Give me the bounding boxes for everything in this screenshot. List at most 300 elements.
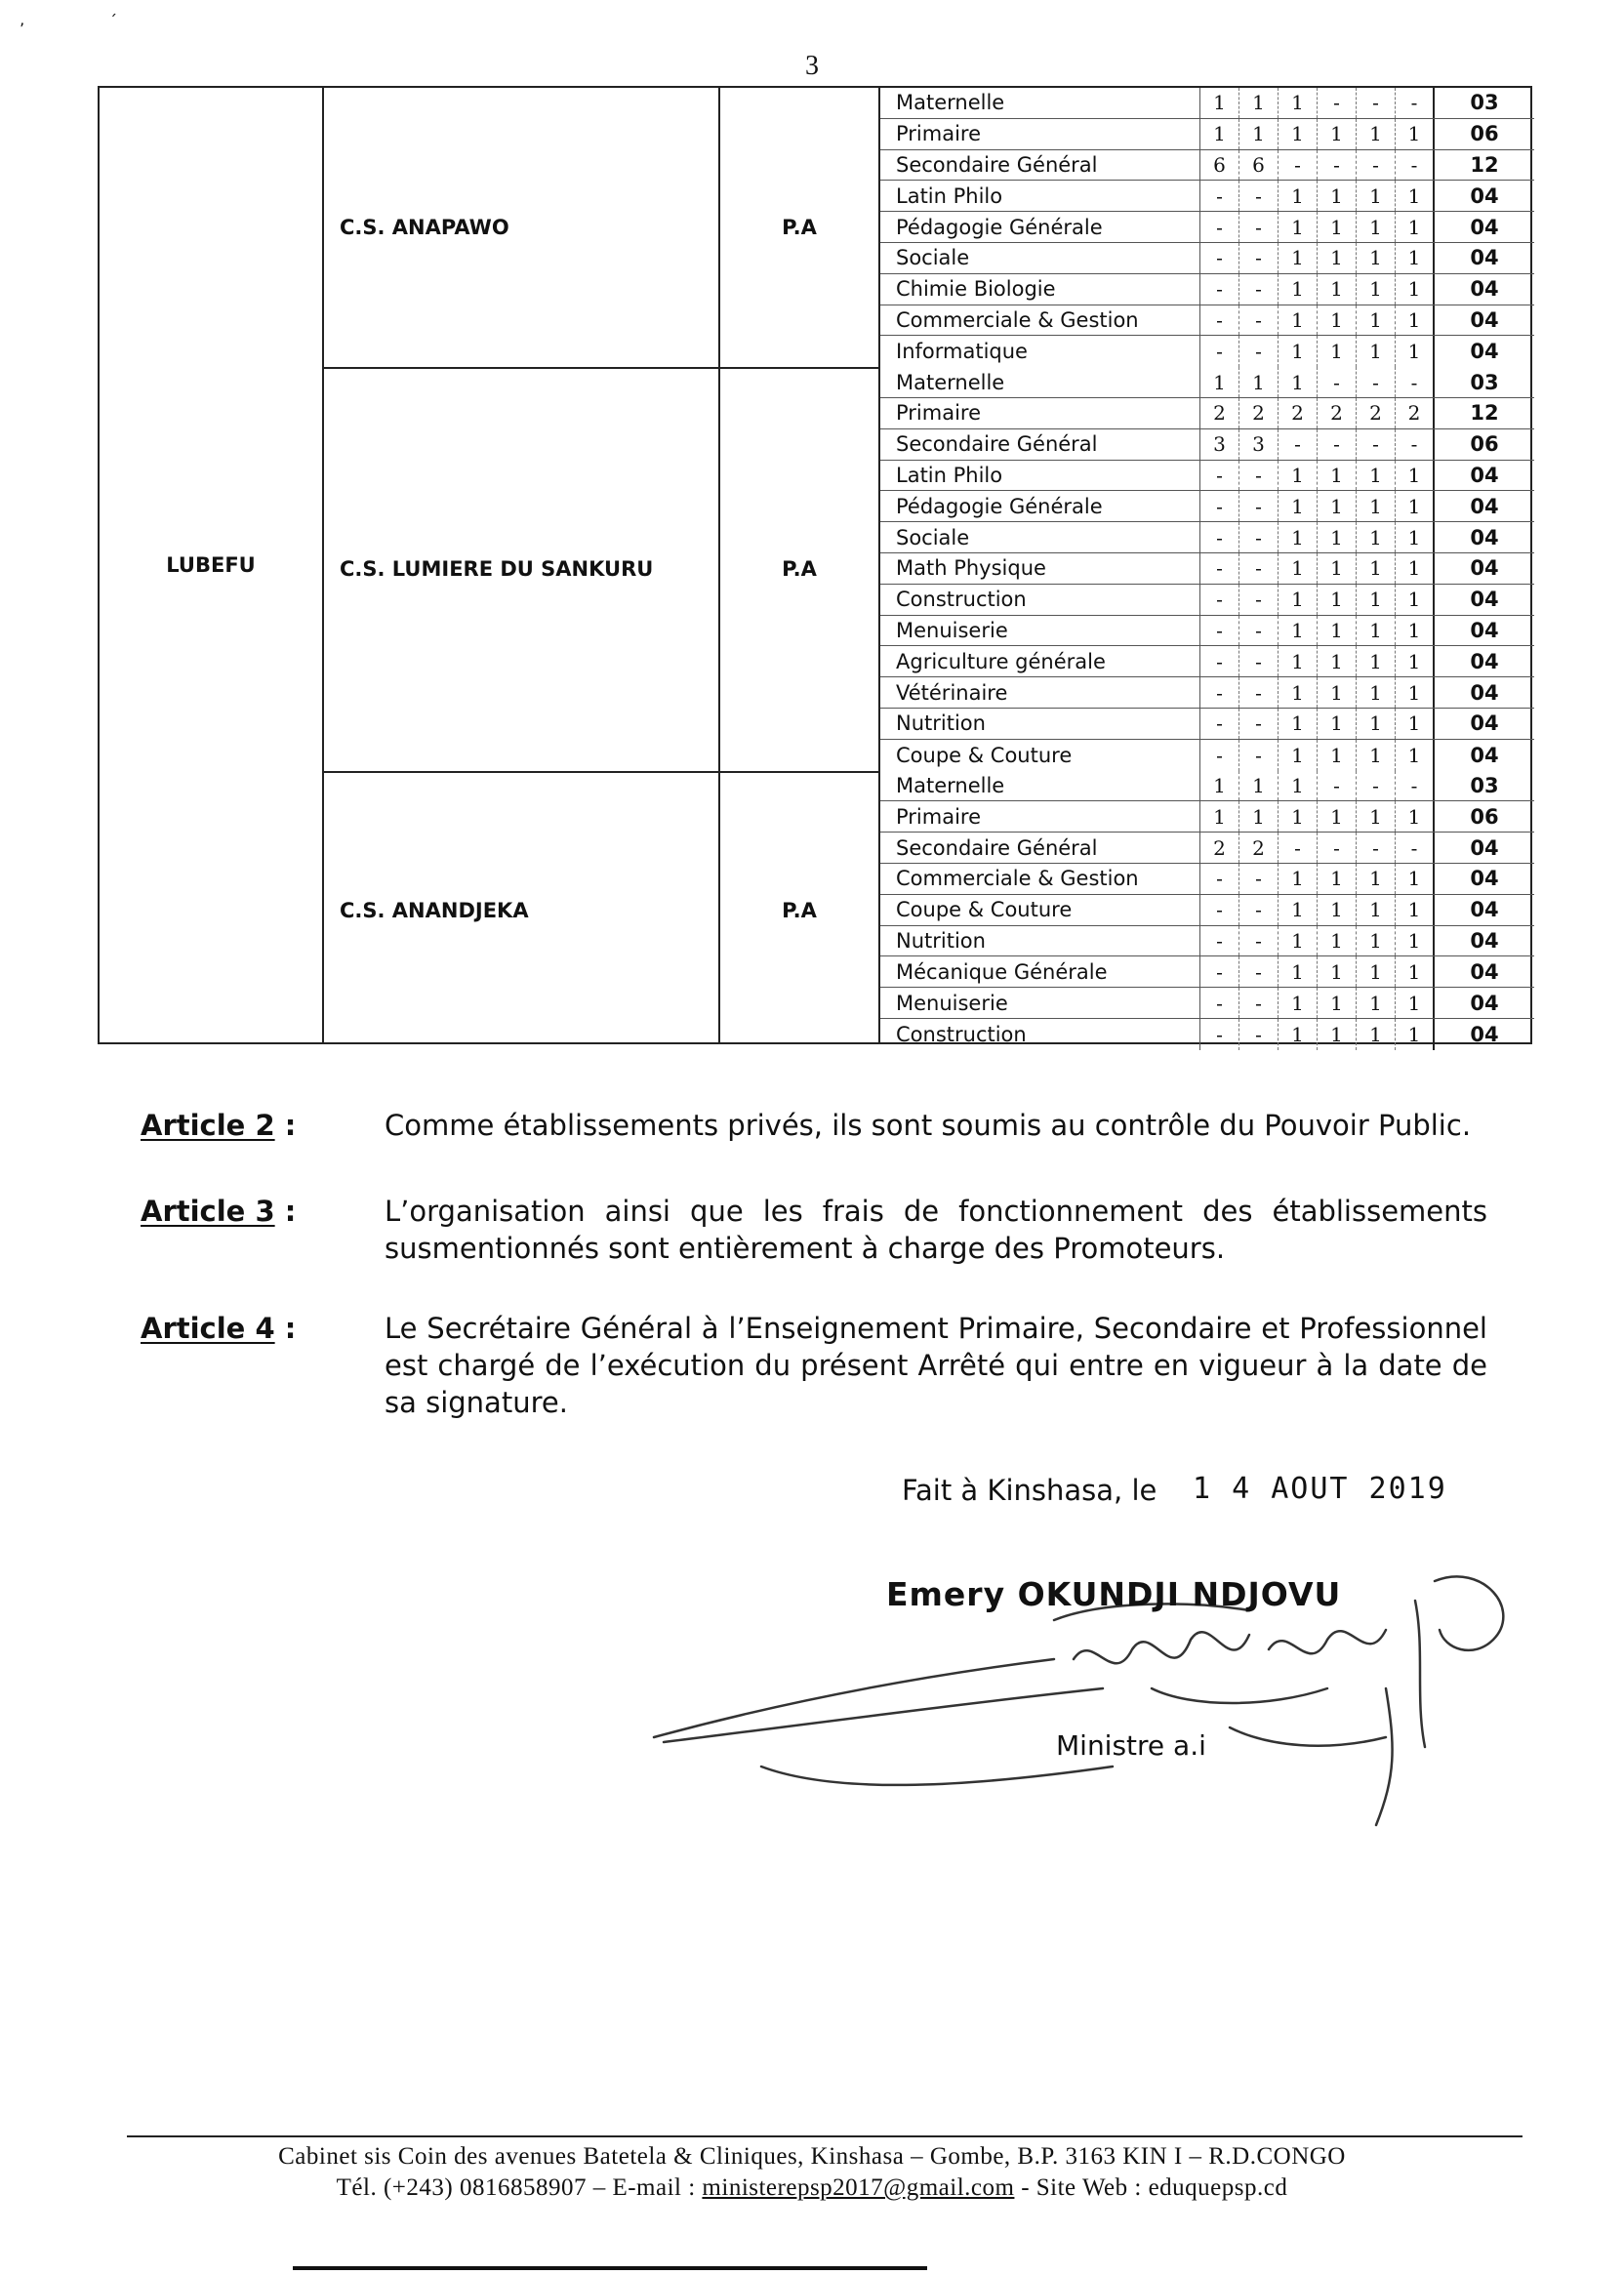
option-name: Agriculture générale	[880, 646, 1200, 676]
class-count: 1	[1396, 461, 1435, 491]
option-name: Mécanique Générale	[880, 956, 1200, 987]
class-count: -	[1200, 926, 1239, 956]
class-count: 1	[1396, 274, 1435, 305]
option-name: Maternelle	[880, 771, 1200, 801]
class-count: 1	[1357, 305, 1396, 336]
class-count: 1	[1318, 553, 1357, 584]
class-count: 1	[1279, 1019, 1318, 1050]
class-count: 1	[1357, 274, 1396, 305]
class-count: 1	[1318, 646, 1357, 676]
class-count: -	[1239, 864, 1279, 894]
class-count: 1	[1318, 616, 1357, 646]
option-name: Latin Philo	[880, 181, 1200, 211]
school-name-cell: C.S. LUMIERE DU SANKURU	[340, 556, 654, 581]
class-count: -	[1239, 585, 1279, 615]
option-row	[880, 522, 1534, 553]
class-count: -	[1318, 771, 1357, 801]
class-count: 1	[1239, 801, 1279, 832]
class-count: 1	[1318, 956, 1357, 987]
class-count: 1	[1396, 864, 1435, 894]
option-total: 06	[1470, 804, 1499, 829]
class-count: 1	[1318, 212, 1357, 242]
class-count: 1	[1279, 461, 1318, 491]
class-count: 1	[1396, 212, 1435, 242]
class-count: 1	[1318, 181, 1357, 211]
class-count: -	[1239, 274, 1279, 305]
school-name-cell: C.S. ANANDJEKA	[340, 898, 529, 922]
option-total: 04	[1470, 649, 1499, 673]
class-count: 1	[1239, 367, 1279, 397]
class-count: 2	[1318, 398, 1357, 428]
school-regime-cell: P.A	[782, 216, 817, 240]
option-row	[880, 367, 1534, 398]
class-count: 1	[1357, 864, 1396, 894]
page-number: 3	[805, 51, 819, 81]
class-count: -	[1200, 553, 1239, 584]
class-count: 1	[1318, 585, 1357, 615]
class-count: 1	[1200, 367, 1239, 397]
class-count: 1	[1279, 212, 1318, 242]
option-row	[880, 585, 1534, 616]
school-regime-cell: P.A	[782, 898, 817, 922]
class-count: 1	[1357, 926, 1396, 956]
option-total: 04	[1470, 867, 1499, 891]
class-count: 1	[1279, 895, 1318, 925]
class-count: -	[1200, 677, 1239, 708]
option-row	[880, 119, 1534, 150]
class-count: 1	[1279, 274, 1318, 305]
option-row	[880, 274, 1534, 305]
option-name: Secondaire Général	[880, 833, 1200, 863]
class-count: 1	[1279, 367, 1318, 397]
class-count: -	[1200, 243, 1239, 273]
class-count: -	[1200, 616, 1239, 646]
class-count: 1	[1279, 181, 1318, 211]
option-row	[880, 212, 1534, 243]
option-row	[880, 646, 1534, 677]
class-count: -	[1396, 771, 1435, 801]
class-count: 1	[1357, 646, 1396, 676]
option-name: Maternelle	[880, 88, 1200, 118]
class-count: -	[1200, 740, 1239, 771]
class-count: 1	[1396, 491, 1435, 521]
class-count: 2	[1357, 398, 1396, 428]
class-count: -	[1239, 616, 1279, 646]
option-total: 04	[1470, 588, 1499, 612]
footer-website: - Site Web : eduquepsp.cd	[1014, 2174, 1288, 2201]
class-count: -	[1318, 429, 1357, 460]
article-sep: :	[274, 1312, 297, 1345]
class-count: -	[1357, 88, 1396, 118]
class-count: -	[1239, 1019, 1279, 1050]
class-count: -	[1239, 677, 1279, 708]
class-count: -	[1200, 274, 1239, 305]
class-count: 1	[1279, 677, 1318, 708]
option-total: 04	[1470, 743, 1499, 767]
class-count: 2	[1239, 398, 1279, 428]
class-count: 1	[1200, 119, 1239, 149]
option-row	[880, 895, 1534, 926]
class-count: 1	[1396, 616, 1435, 646]
class-count: 1	[1279, 988, 1318, 1018]
option-name: Secondaire Général	[880, 429, 1200, 460]
class-count: 1	[1396, 119, 1435, 149]
class-count: -	[1239, 740, 1279, 771]
option-name: Commerciale & Gestion	[880, 305, 1200, 336]
article-title: Article 3	[141, 1195, 275, 1228]
class-count: 1	[1396, 1019, 1435, 1050]
class-count: 1	[1396, 740, 1435, 771]
option-name: Pédagogie Générale	[880, 212, 1200, 242]
class-count: 1	[1396, 522, 1435, 552]
corner-mark-right: ´	[109, 12, 117, 30]
class-count: 2	[1239, 833, 1279, 863]
option-row	[880, 491, 1534, 522]
class-count: 1	[1357, 709, 1396, 739]
footer-divider	[127, 2135, 1522, 2137]
class-count: -	[1239, 709, 1279, 739]
class-count: -	[1357, 833, 1396, 863]
option-name: Pédagogie Générale	[880, 491, 1200, 521]
class-count: 1	[1200, 801, 1239, 832]
footer-email-link[interactable]: ministerepsp2017@gmail.com	[702, 2174, 1015, 2201]
class-count: -	[1200, 461, 1239, 491]
class-count: -	[1200, 305, 1239, 336]
class-count: 1	[1357, 740, 1396, 771]
option-name: Latin Philo	[880, 461, 1200, 491]
class-count: -	[1239, 926, 1279, 956]
option-row	[880, 553, 1534, 585]
option-total: 04	[1470, 556, 1499, 581]
class-count: 1	[1318, 305, 1357, 336]
class-count: 1	[1279, 864, 1318, 894]
class-count: -	[1396, 150, 1435, 181]
class-count: 1	[1396, 585, 1435, 615]
option-row	[880, 1019, 1534, 1050]
class-count: 1	[1279, 926, 1318, 956]
class-count: -	[1200, 522, 1239, 552]
option-row	[880, 398, 1534, 429]
class-count: 1	[1357, 895, 1396, 925]
footer-phone: Tél. (+243) 0816858907 – E-mail :	[336, 2174, 703, 2201]
article-text: Comme établissements privés, ils sont soumis au contrôle du Pouvoir Public.	[385, 1109, 1472, 1142]
article-label	[141, 1193, 375, 1230]
class-count: 6	[1239, 150, 1279, 181]
option-total: 04	[1470, 246, 1499, 270]
class-count: 1	[1279, 709, 1318, 739]
corner-mark-left: ’	[20, 20, 25, 38]
signature-place: Fait à Kinshasa, le	[902, 1474, 1157, 1507]
class-count: 1	[1318, 491, 1357, 521]
option-name: Informatique	[880, 336, 1200, 367]
class-count: 1	[1357, 1019, 1396, 1050]
class-count: -	[1396, 429, 1435, 460]
class-count: -	[1200, 709, 1239, 739]
option-name: Primaire	[880, 119, 1200, 149]
option-total: 04	[1470, 307, 1499, 332]
footer-contact	[0, 2174, 1624, 2202]
class-count: -	[1318, 150, 1357, 181]
option-name: Primaire	[880, 801, 1200, 832]
option-name: Sociale	[880, 243, 1200, 273]
class-count: -	[1357, 367, 1396, 397]
class-count: 2	[1396, 398, 1435, 428]
class-count: 1	[1396, 709, 1435, 739]
class-count: 1	[1200, 771, 1239, 801]
class-count: -	[1239, 646, 1279, 676]
option-total: 04	[1470, 959, 1499, 984]
class-count: 1	[1357, 119, 1396, 149]
article-sep: :	[274, 1109, 297, 1142]
option-total: 04	[1470, 991, 1499, 1015]
class-count: 1	[1357, 616, 1396, 646]
class-count: -	[1200, 491, 1239, 521]
signatory-role: Ministre a.i	[1056, 1729, 1206, 1762]
class-count: 1	[1357, 491, 1396, 521]
class-count: 1	[1318, 522, 1357, 552]
class-count: -	[1357, 150, 1396, 181]
option-total: 04	[1470, 277, 1499, 302]
class-count: 1	[1239, 771, 1279, 801]
option-total: 04	[1470, 463, 1499, 487]
class-count: -	[1279, 429, 1318, 460]
class-count: 1	[1318, 801, 1357, 832]
article-title: Article 2	[141, 1109, 275, 1142]
class-count: 1	[1396, 926, 1435, 956]
class-count: 3	[1239, 429, 1279, 460]
option-name: Coupe & Couture	[880, 740, 1200, 771]
option-name: Nutrition	[880, 709, 1200, 739]
option-name: Math Physique	[880, 553, 1200, 584]
class-count: 1	[1318, 864, 1357, 894]
class-count: 1	[1279, 801, 1318, 832]
article-text: L’organisation ainsi que les frais de fonctionnement des établissements susmentionnés sont entièrement à charge des Promoteurs.	[385, 1195, 1487, 1265]
option-total: 06	[1470, 122, 1499, 146]
option-row	[880, 801, 1534, 833]
class-count: -	[1200, 181, 1239, 211]
class-count: 1	[1357, 956, 1396, 987]
class-count: 1	[1318, 926, 1357, 956]
class-count: 1	[1396, 336, 1435, 367]
signature-date-stamp: 1 4 AOUT 2019	[1193, 1472, 1447, 1506]
class-count: -	[1318, 367, 1357, 397]
option-row	[880, 181, 1534, 212]
option-total: 03	[1470, 773, 1499, 797]
class-count: 1	[1279, 491, 1318, 521]
option-row	[880, 864, 1534, 895]
option-total: 04	[1470, 835, 1499, 860]
option-total: 04	[1470, 494, 1499, 518]
territory-cell: LUBEFU	[166, 553, 256, 577]
class-count: -	[1239, 553, 1279, 584]
option-row	[880, 461, 1534, 492]
class-count: 1	[1318, 988, 1357, 1018]
option-name: Chimie Biologie	[880, 274, 1200, 305]
class-count: 1	[1396, 181, 1435, 211]
option-total: 03	[1470, 370, 1499, 394]
class-count: 1	[1279, 336, 1318, 367]
option-row	[880, 740, 1534, 771]
class-count: 1	[1396, 956, 1435, 987]
option-row	[880, 833, 1534, 864]
class-count: 1	[1357, 988, 1396, 1018]
option-total: 06	[1470, 432, 1499, 457]
option-row	[880, 88, 1534, 119]
class-count: -	[1239, 336, 1279, 367]
option-total: 04	[1470, 928, 1499, 953]
article-title: Article 4	[141, 1312, 275, 1345]
option-row	[880, 616, 1534, 647]
option-total: 04	[1470, 1022, 1499, 1046]
class-count: -	[1200, 336, 1239, 367]
class-count: 1	[1318, 677, 1357, 708]
class-count: 1	[1396, 553, 1435, 584]
option-total: 04	[1470, 215, 1499, 239]
class-count: 1	[1279, 616, 1318, 646]
signatory-name: Emery OKUNDJI NDJOVU	[886, 1575, 1342, 1613]
class-count: 1	[1357, 181, 1396, 211]
option-name: Sociale	[880, 522, 1200, 552]
article-label	[141, 1310, 375, 1347]
class-count: 1	[1396, 243, 1435, 273]
option-row	[880, 677, 1534, 709]
option-total: 12	[1470, 401, 1499, 426]
class-count: 1	[1396, 801, 1435, 832]
option-row	[880, 150, 1534, 182]
class-count: 1	[1318, 895, 1357, 925]
class-count: 1	[1357, 801, 1396, 832]
class-count: 1	[1357, 553, 1396, 584]
class-count: 1	[1279, 119, 1318, 149]
article-sep: :	[274, 1195, 297, 1228]
option-row	[880, 988, 1534, 1019]
option-name: Construction	[880, 1019, 1200, 1050]
class-count: -	[1200, 956, 1239, 987]
option-row	[880, 305, 1534, 337]
option-row	[880, 926, 1534, 957]
class-count: 1	[1396, 895, 1435, 925]
option-row	[880, 429, 1534, 461]
class-count: 1	[1239, 119, 1279, 149]
class-count: -	[1239, 988, 1279, 1018]
class-count: -	[1200, 585, 1239, 615]
class-count: -	[1279, 833, 1318, 863]
option-name: Commerciale & Gestion	[880, 864, 1200, 894]
class-count: -	[1396, 833, 1435, 863]
class-count: -	[1239, 305, 1279, 336]
class-count: -	[1239, 181, 1279, 211]
bottom-edge-line	[293, 2266, 927, 2270]
option-row	[880, 771, 1534, 802]
class-count: 1	[1396, 677, 1435, 708]
class-count: -	[1279, 150, 1318, 181]
class-count: -	[1239, 895, 1279, 925]
class-count: -	[1200, 988, 1239, 1018]
schools-table	[98, 86, 1532, 1044]
class-count: 1	[1396, 646, 1435, 676]
option-total: 04	[1470, 711, 1499, 736]
class-count: -	[1200, 864, 1239, 894]
article-text: Le Secrétaire Général à l’Enseignement Primaire, Secondaire et Professionnel est chargé de l’exécution du présent Arrêté qui entre en vigueur à la date de sa signature.	[385, 1312, 1487, 1419]
option-name: Menuiserie	[880, 616, 1200, 646]
class-count: 1	[1279, 305, 1318, 336]
class-count: 1	[1279, 771, 1318, 801]
class-count: 1	[1279, 646, 1318, 676]
class-count: 6	[1200, 150, 1239, 181]
class-count: -	[1239, 212, 1279, 242]
class-count: 1	[1318, 1019, 1357, 1050]
option-name: Primaire	[880, 398, 1200, 428]
option-total: 12	[1470, 152, 1499, 177]
class-count: 1	[1318, 709, 1357, 739]
class-count: 1	[1279, 522, 1318, 552]
class-count: 1	[1357, 336, 1396, 367]
class-count: -	[1318, 88, 1357, 118]
class-count: -	[1239, 956, 1279, 987]
class-count: 1	[1357, 522, 1396, 552]
option-name: Menuiserie	[880, 988, 1200, 1018]
class-count: -	[1357, 771, 1396, 801]
class-count: 2	[1200, 833, 1239, 863]
class-count: 1	[1279, 585, 1318, 615]
class-count: 1	[1396, 988, 1435, 1018]
option-row	[880, 956, 1534, 988]
school-regime-cell: P.A	[782, 556, 817, 581]
class-count: 1	[1318, 461, 1357, 491]
class-count: 1	[1200, 88, 1239, 118]
option-total: 04	[1470, 898, 1499, 922]
class-count: -	[1357, 429, 1396, 460]
option-name: Nutrition	[880, 926, 1200, 956]
option-total: 03	[1470, 91, 1499, 115]
footer-address: Cabinet sis Coin des avenues Batetela & Cliniques, Kinshasa – Gombe, B.P. 3163 KIN I – R.D.CONGO	[278, 2143, 1346, 2170]
class-count: -	[1200, 895, 1239, 925]
class-count: 1	[1279, 956, 1318, 987]
option-name: Construction	[880, 585, 1200, 615]
class-count: -	[1200, 212, 1239, 242]
option-total: 04	[1470, 618, 1499, 642]
class-count: 1	[1318, 274, 1357, 305]
option-name: Secondaire Général	[880, 150, 1200, 181]
class-count: 1	[1357, 461, 1396, 491]
class-count: 1	[1357, 243, 1396, 273]
option-row	[880, 243, 1534, 274]
class-count: -	[1200, 646, 1239, 676]
class-count: -	[1318, 833, 1357, 863]
option-total: 04	[1470, 340, 1499, 364]
class-count: 1	[1239, 88, 1279, 118]
class-count: 1	[1279, 88, 1318, 118]
class-count: -	[1200, 1019, 1239, 1050]
class-count: -	[1396, 367, 1435, 397]
option-total: 04	[1470, 525, 1499, 549]
option-total: 04	[1470, 680, 1499, 705]
class-count: 2	[1279, 398, 1318, 428]
class-count: 1	[1279, 553, 1318, 584]
class-count: 1	[1318, 336, 1357, 367]
class-count: 1	[1318, 740, 1357, 771]
class-count: 1	[1357, 212, 1396, 242]
class-count: 3	[1200, 429, 1239, 460]
class-count: 1	[1318, 119, 1357, 149]
option-name: Coupe & Couture	[880, 895, 1200, 925]
class-count: -	[1239, 491, 1279, 521]
option-name: Vétérinaire	[880, 677, 1200, 708]
school-name-cell: C.S. ANAPAWO	[340, 216, 509, 240]
class-count: 2	[1200, 398, 1239, 428]
class-count: -	[1239, 243, 1279, 273]
class-count: 1	[1396, 305, 1435, 336]
